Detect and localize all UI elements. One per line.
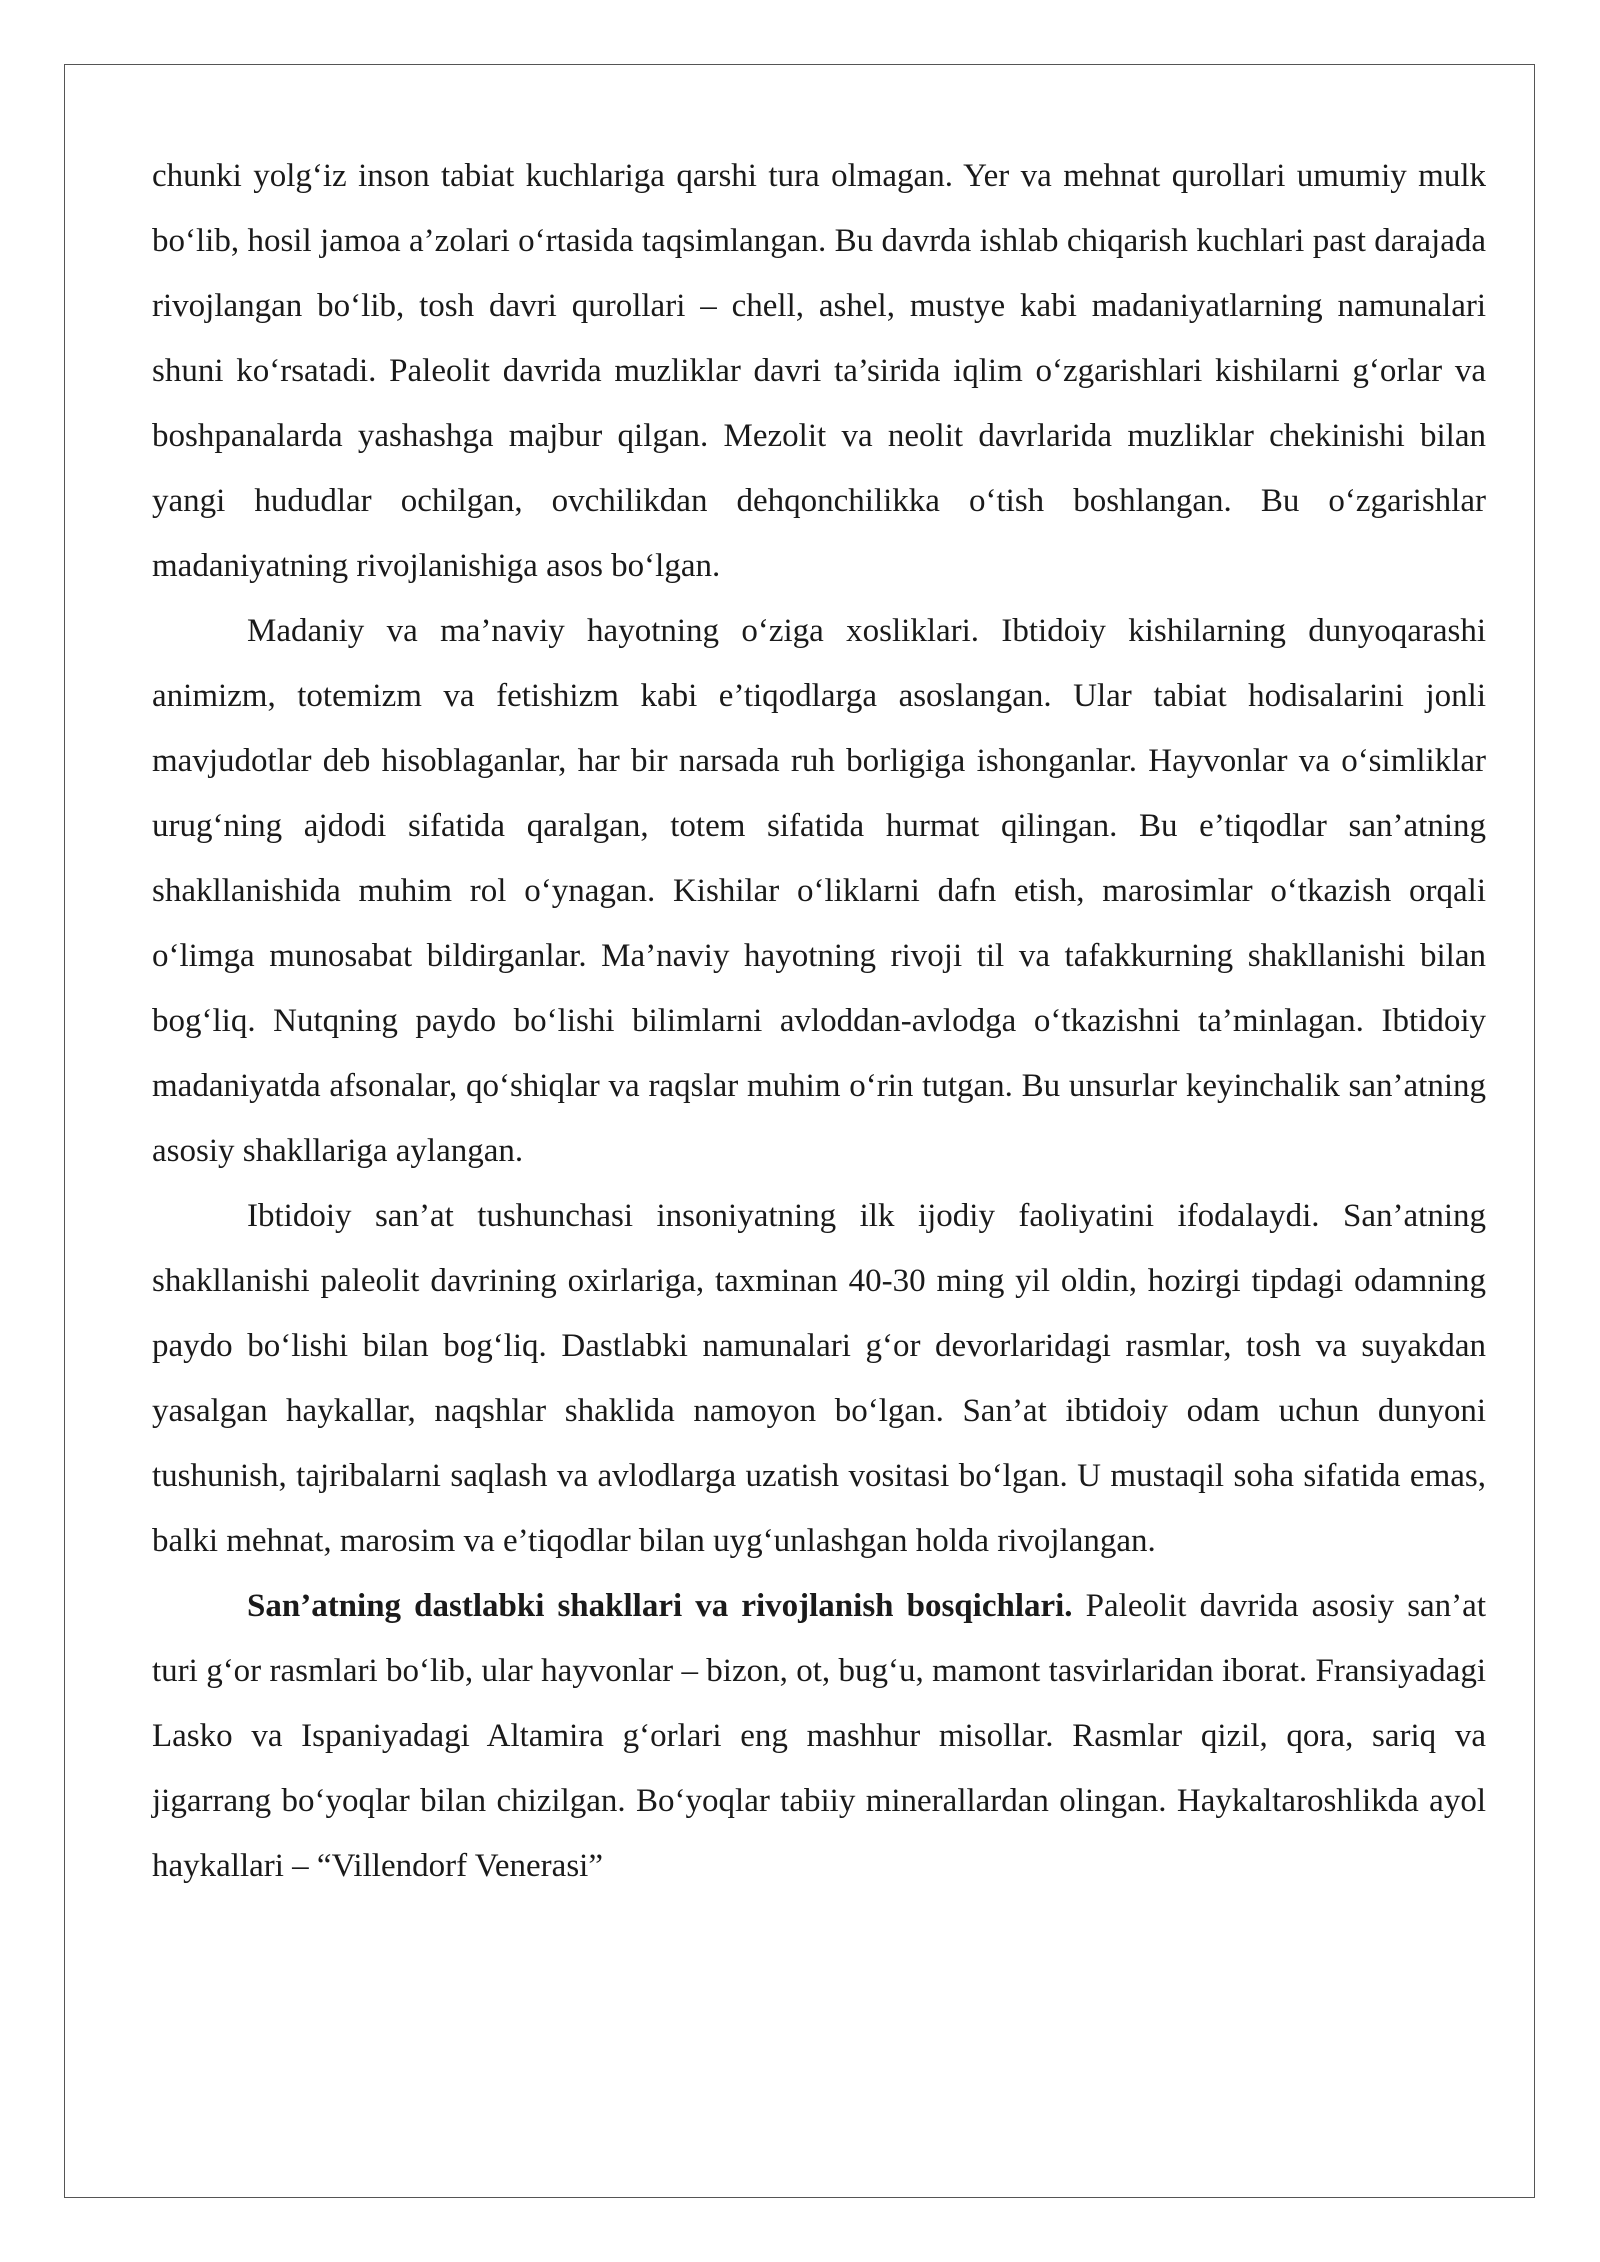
document-body (152, 144, 1486, 1899)
paragraph-1: chunki yolg‘iz inson tabiat kuchlariga qarshi tura olmagan. Yer va mehnat qurollari umumiy mulk bo‘lib, hosil jamoa a’zolari o‘rtasida taqsimlangan. Bu davrda ishlab chiqarish kuchlari past darajada rivojlangan bo‘lib, tosh davri qurollari – chell, ashel, mustye kabi madaniyatlarning namunalari shuni ko‘rsatadi. Paleolit davrida muzliklar davri ta’sirida iqlim o‘zgarishlari kishilarni g‘orlar va boshpanalarda yashashga majbur qilgan. Mezolit va neolit davrlarida muzliklar chekinishi bilan yangi hududlar ochilgan, ovchilikdan dehqonchilikka o‘tish boshlangan. Bu o‘zgarishlar madaniyatning rivojlanishiga asos bo‘lgan. (152, 158, 1486, 584)
paragraph-2: Madaniy va ma’naviy hayotning o‘ziga xosliklari. Ibtidoiy kishilarning dunyoqarashi animizm, totemizm va fetishizm kabi e’tiqodlarga asoslangan. Ular tabiat hodisalarini jonli mavjudotlar deb hisoblaganlar, har bir narsada ruh borligiga ishonganlar. Hayvonlar va o‘simliklar urug‘ning ajdodi sifatida qaralgan, totem sifatida hurmat qilingan. Bu e’tiqodlar san’atning shakllanishida muhim rol o‘ynagan. Kishilar o‘liklarni dafn etish, marosimlar o‘tkazish orqali o‘limga munosabat bildirganlar. Ma’naviy hayotning rivoji til va tafakkurning shakllanishi bilan bog‘liq. Nutqning paydo bo‘lishi bilimlarni avloddan-avlodga o‘tkazishni ta’minlagan. Ibtidoiy madaniyatda afsonalar, qo‘shiqlar va raqslar muhim o‘rin tutgan. Bu unsurlar keyinchalik san’atning asosiy shakllariga aylangan. (152, 613, 1486, 1169)
paragraph-4-text: Paleolit davrida asosiy san’at turi g‘or rasmlari bo‘lib, ular hayvonlar – bizon, ot, bug‘u, mamont tasvirlaridan iborat. Fransiyadagi Lasko va Ispaniyadagi Altamira g‘orlari eng mashhur misollar. Rasmlar qizil, qora, sariq va jigarrang bo‘yoqlar bilan chizilgan. Bo‘yoqlar tabiiy minerallardan olingan. Haykaltaroshlikda ayol haykallari – “Villendorf Venerasi” (152, 1588, 1486, 1884)
section-heading: San’atning dastlabki shakllari va rivojlanish bosqichlari. (247, 1588, 1073, 1624)
paragraph-3: Ibtidoiy san’at tushunchasi insoniyatning ilk ijodiy faoliyatini ifodalaydi. San’atning shakllanishi paleolit davrining oxirlariga, taxminan 40-30 ming yil oldin, hozirgi tipdagi odamning paydo bo‘lishi bilan bog‘liq. Dastlabki namunalari g‘or devorlaridagi rasmlar, tosh va suyakdan yasalgan haykallar, naqshlar shaklida namoyon bo‘lgan. San’at ibtidoiy odam uchun dunyoni tushunish, tajribalarni saqlash va avlodlarga uzatish vositasi bo‘lgan. U mustaqil soha sifatida emas, balki mehnat, marosim va e’tiqodlar bilan uyg‘unlashgan holda rivojlangan. (152, 1198, 1486, 1559)
paragraph-4 (152, 1574, 1486, 1899)
